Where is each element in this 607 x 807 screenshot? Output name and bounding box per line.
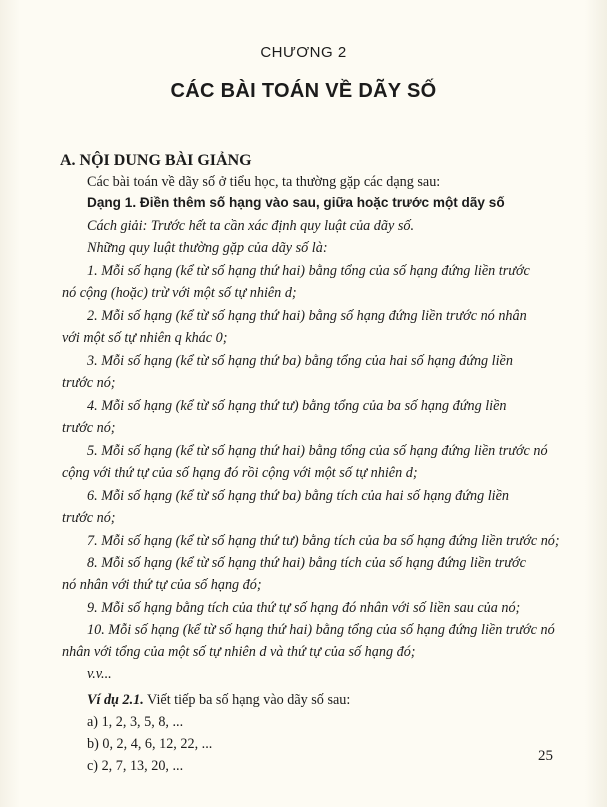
example-text: Viết tiếp ba số hạng vào dãy số sau:	[143, 692, 351, 708]
rules-intro: Những quy luật thường gặp của dãy số là:	[87, 240, 328, 256]
rule-line: 2. Mỗi số hạng (kể từ số hạng thứ hai) bằng số hạng đứng liền trước nó nhân	[87, 308, 527, 324]
page-number: 25	[538, 748, 553, 764]
example-label: Ví dụ 2.1.	[87, 692, 144, 708]
example-item: a) 1, 2, 3, 5, 8, ...	[87, 714, 184, 730]
rule-line: nó nhân với thứ tự của số hạng đó;	[62, 577, 262, 593]
section-heading: A. NỘI DUNG BÀI GIẢNG	[60, 152, 252, 169]
rule-line: v.v...	[87, 666, 112, 682]
rule-line: 3. Mỗi số hạng (kể từ số hạng thứ ba) bằng tổng của hai số hạng đứng liền	[87, 353, 513, 369]
chapter-label: CHƯƠNG 2	[260, 44, 347, 61]
example-item: c) 2, 7, 13, 20, ...	[87, 758, 184, 774]
rule-line: 7. Mỗi số hạng (kể từ số hạng thứ tư) bằng tích của ba số hạng đứng liền trước nó;	[87, 533, 560, 549]
rule-line: 4. Mỗi số hạng (kể từ số hạng thứ tư) bằng tổng của ba số hạng đứng liền	[87, 398, 507, 414]
rule-line: 6. Mỗi số hạng (kể từ số hạng thứ ba) bằng tích của hai số hạng đứng liền	[87, 488, 510, 504]
rule-line: 1. Mỗi số hạng (kể từ số hạng thứ hai) bằng tổng của số hạng đứng liền trước	[87, 263, 530, 279]
rule-line: 8. Mỗi số hạng (kể từ số hạng thứ hai) bằng tích của số hạng đứng liền trước	[87, 555, 526, 571]
rule-line: 5. Mỗi số hạng (kể từ số hạng thứ hai) bằng tổng của số hạng đứng liền trước nó	[87, 443, 548, 459]
example-item: b) 0, 2, 4, 6, 12, 22, ...	[87, 736, 213, 752]
rule-line: với một số tự nhiên q khác 0;	[62, 330, 228, 346]
rule-line: 10. Mỗi số hạng (kể từ số hạng thứ hai) bằng tổng của số hạng đứng liền trước nó	[87, 622, 555, 638]
type1-heading: Dạng 1. Điền thêm số hạng vào sau, giữa hoặc trước một dãy số	[87, 195, 505, 210]
chapter-title: CÁC BÀI TOÁN VỀ DÃY SỐ	[170, 80, 437, 102]
example-heading	[87, 692, 350, 709]
rule-line: trước nó;	[62, 420, 116, 436]
rule-line: cộng với thứ tự của số hạng đó rồi cộng với một số tự nhiên d;	[62, 465, 418, 481]
method-text: Cách giải: Trước hết ta cần xác định quy luật của dãy số.	[87, 218, 414, 234]
rule-line: trước nó;	[62, 510, 116, 526]
rule-line: nó cộng (hoặc) trừ với một số tự nhiên d;	[62, 285, 297, 301]
rule-line: trước nó;	[62, 375, 116, 391]
intro-text: Các bài toán về dãy số ở tiểu học, ta thường gặp các dạng sau:	[87, 174, 441, 190]
rule-line: nhân với tổng của một số tự nhiên d và thứ tự của số hạng đó;	[62, 644, 416, 660]
rule-line: 9. Mỗi số hạng bằng tích của thứ tự số hạng đó nhân với số liền sau của nó;	[87, 600, 521, 616]
